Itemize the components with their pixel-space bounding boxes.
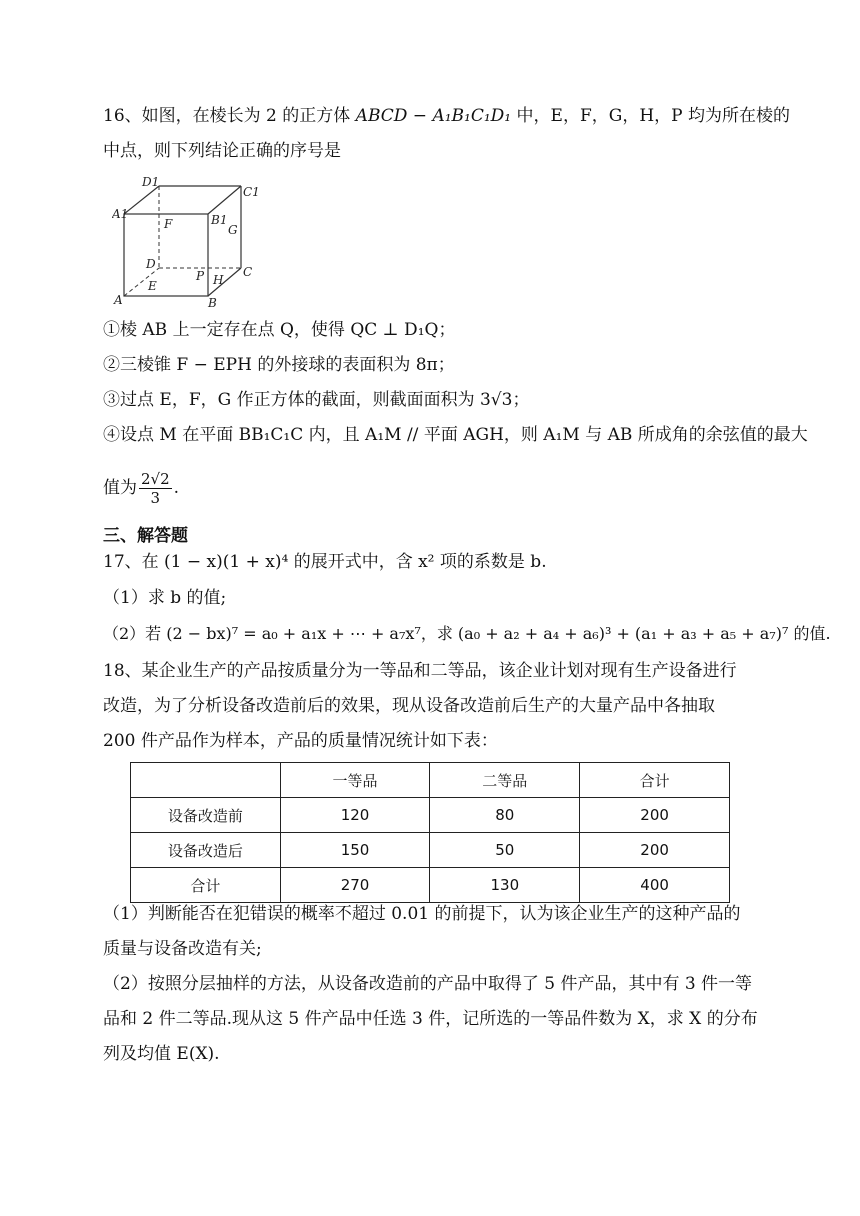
cube-figure [112,176,262,308]
table-cell: 120 [280,798,430,833]
table-cell: 130 [430,868,580,903]
q16-line1-prefix: 16、如图，在棱长为 2 的正方体 [103,106,356,126]
table-cell: 合计 [131,868,281,903]
q18-line-1: 18、某企业生产的产品按质量分为一等品和二等品，该企业计划对现有生产设备进行 [103,661,737,681]
label-A: A [114,293,123,307]
q18-part-1-line-2: 质量与设备改造有关; [103,939,262,959]
q16-line1-suffix: 中，E，F，G，H，P 均为所在棱的 [511,106,790,126]
q16-option-1: ①棱 AB 上一定存在点 Q，使得 QC ⊥ D₁Q； [103,320,456,340]
q18-part-2-line-1: （2）按照分层抽样的方法，从设备改造前的产品中取得了 5 件产品，其中有 3 件一等 [103,974,753,994]
label-A1: A1 [112,207,129,221]
q16-option-2: ②三棱锥 F − EPH 的外接球的表面积为 8π； [103,355,455,375]
table-cell: 150 [280,833,430,868]
q18-part-2-line-3: 列及均值 E(X). [103,1044,220,1064]
q18-part-2-line-2: 品和 2 件二等品.现从这 5 件产品中任选 3 件，记所选的一等品件数为 X，求 X 的分布 [103,1009,758,1029]
table-cell: 设备改造后 [131,833,281,868]
q16-option-4: ④设点 M 在平面 BB₁C₁C 内，且 A₁M // 平面 AGH，则 A₁M 与 AB 所成角的余弦值的最大 [103,425,808,445]
table-cell: 设备改造前 [131,798,281,833]
label-B: B [208,296,217,308]
label-H: H [213,273,224,287]
table-header-cell [131,763,281,798]
table-cell: 80 [430,798,580,833]
label-C1: C1 [243,185,260,199]
q17-stem: 17、在 (1 − x)(1 + x)⁴ 的展开式中，含 x² 项的系数是 b. [103,552,547,572]
label-C: C [243,265,253,279]
q16-option-4-cont-suffix: . [173,478,180,498]
q18-line-3: 200 件产品作为样本，产品的质量情况统计如下表： [103,731,498,751]
label-F: F [164,217,173,231]
label-P: P [196,269,205,283]
label-D1: D1 [142,176,160,189]
q17-part-2: （2）若 (2 − bx)⁷ = a₀ + a₁x + ⋯ + a₇x⁷，求 (a₀ + a₂ + a₄ + a₆)³ + (a₁ + a₃ + a₅ + a₇)⁷ 的值. [103,624,831,643]
table-header-row [131,763,730,798]
table-cell: 400 [580,868,730,903]
table-header-cell: 一等品 [280,763,430,798]
q16-line2: 中点，则下列结论正确的序号是 [103,141,341,161]
table-cell: 50 [430,833,580,868]
label-B1: B1 [211,213,228,227]
quality-table [130,762,730,903]
table-row [131,798,730,833]
table-cell: 200 [580,798,730,833]
section-3-heading: 三、解答题 [103,526,188,546]
q17-part-1: （1）求 b 的值; [103,588,227,608]
table-header-cell: 二等品 [430,763,580,798]
table-cell: 200 [580,833,730,868]
fraction-denominator: 3 [150,489,161,507]
fraction-numerator: 2√2 [141,470,170,488]
table-header-cell: 合计 [580,763,730,798]
table-row [131,833,730,868]
q16-option-3: ③过点 E，F，G 作正方体的截面，则截面面积为 3√3； [103,390,530,410]
q18-line-2: 改造，为了分析设备改造前后的效果，现从设备改造前后生产的大量产品中各抽取 [103,696,715,716]
fraction-max-cosine [139,470,172,507]
label-D: D [146,257,156,271]
label-E: E [148,279,157,293]
q18-part-1-line-1: （1）判断能否在犯错误的概率不超过 0.01 的前提下，认为该企业生产的这种产品的 [103,904,741,924]
q16-cube-name: ABCD − A₁B₁C₁D₁ [355,106,512,126]
label-G: G [228,223,238,237]
table-cell: 270 [280,868,430,903]
q16-line1 [103,104,790,128]
table-row [131,868,730,903]
q16-option-4-cont [103,470,179,507]
q16-option-4-cont-prefix: 值为 [103,478,137,498]
